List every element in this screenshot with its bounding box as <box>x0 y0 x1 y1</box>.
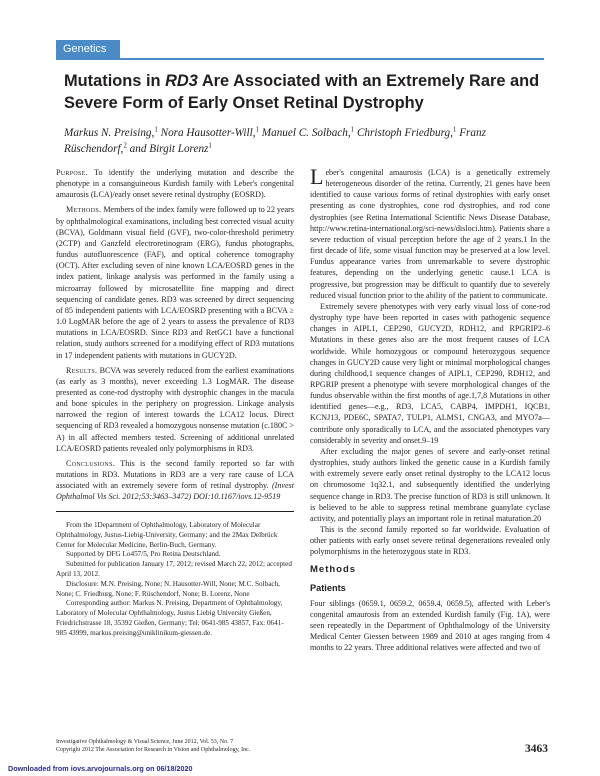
author-affiliation: 1 <box>154 125 158 134</box>
author-affiliation: 2 <box>123 141 127 150</box>
title-part2: Are Associated with an Extremely Rare and Severe Form of Early Onset Retinal Dystrophy <box>64 72 540 112</box>
author-name: Nora Hausotter-Will, <box>157 127 256 139</box>
patients-heading: Patients <box>310 582 346 593</box>
author-name: Christoph Friedburg, <box>354 127 453 139</box>
footnotes <box>56 511 294 639</box>
intro-paragraph-1 <box>310 164 550 301</box>
abstract-conclusions <box>56 458 294 503</box>
intro-paragraph-4: This is the second family reported so far worldwide. Evaluation of other patients with early onset severe retinal degenerations revealed only polymorphisms in the heterozygous state in RD3. <box>310 525 550 557</box>
header-rule <box>56 58 544 60</box>
methods-label: Methods. <box>66 205 102 215</box>
download-stamp[interactable]: Downloaded from iovs.arvojournals.org on 06/18/2020 <box>8 764 193 773</box>
purpose-label: Purpose. <box>56 168 88 177</box>
author-affiliation: 1 <box>452 125 457 134</box>
author-name: Franz Rüschendorf, <box>64 127 486 155</box>
abstract <box>56 167 294 503</box>
author-affiliation: 1 <box>255 125 259 134</box>
author-name: Manuel C. Solbach, <box>259 127 351 139</box>
conclusions-text: This is the second family reported so far with mutations in RD3. Mutations in RD3 are a very rare cause of LCA associated with an extremely severe form of retinal dystrophy. <box>56 458 294 491</box>
conclusions-label: Conclusions. <box>66 458 116 468</box>
intro-paragraph-3: After excluding the major genes of severe and early-onset retinal dystrophies, study authors linked the genetic cause in a Kurdish family with extremely severe early onset retinal dystrophy to the LCA12 locus on chromosome 1q32.1, and subsequently identified the underlying sequence change in RD3. The precise function of RD3 is still unknown. It is believed to be able to suppress retinal membrane guanylate cyclase activity, and potentially plays an important role in retinal maturation.20 <box>310 446 550 523</box>
abstract-methods <box>56 204 294 360</box>
methods-heading: Methods <box>310 564 357 576</box>
abstract-results <box>56 365 294 454</box>
author-name: Markus N. Preising, <box>64 127 155 139</box>
title-gene: RD3 <box>165 72 198 90</box>
intro-paragraph-2: Extremely severe phenotypes with very early visual loss of cone-rod dystrophy type have been reported in cases with pathogenic sequence changes in AIPL1, CEP290, GUCY2D, RDH12, and RPGRIP2–6 Mutations in these genes also are the most frequent causes of LCA worldwide. While homozygous or compound heterozygous sequence changes in GUCY2D cause very light or minimal morphological changes during childhood,1 sequence changes of AIPL1, CEP290, RDH12, and RPGRIP present a phenotype with severe morphological changes of the fundus observable within the first months of age.1,7,8 Mutations in other identified genes—e.g., RD3, LCA5, CABP4, IMPDH1, IQCB1, KCNJ13, PDE6C, SPATA7, TULP1, ALMS1, CNGA3, and MYO7a—contribute only sporadically to LCA, and the associated phenotypes vary considerably in severity and onset.9–19 <box>310 301 550 445</box>
copyright-line: Copyright 2012 The Association for Research in Vision and Ophthalmology, Inc. <box>56 747 251 753</box>
author-name: and Birgit Lorenz <box>126 143 209 155</box>
corresponding-note: Corresponding author: Markus N. Preising, Department of Ophthalmology, Laboratory of Molecular Ophthalmology, Justus Liebig University Gießen, Friedrichstrasse 18, 35392 Gießen, Germany; Tel: 0641-985 43857, Fax: 0641-985 43999, markus.preising@uniklinikum-giessen.de. <box>56 599 284 637</box>
results-label: Results. <box>66 365 98 375</box>
body-column <box>310 164 550 654</box>
support-note: Supported by DFG Lo457/5, Pro Retina Deutschland. <box>66 550 221 559</box>
drop-cap: L <box>310 164 324 189</box>
intro-p1-text: eber's congenital amaurosis (LCA) is a genetically extremely heterogeneous disorder of the retina. Currently, 21 genes have been identified to cause various forms of retinal dystrophies with early onset presenting as cone dystrophies, cone rod dystrophies, and rod cone dystrophies (see Retina International Scientific News Disease Database, http://www.retina-international.org/sci-news/disloci.htm). Patients share a severe reduction of visual perception before the age of 2 years.1 In the first decade of life, some visual function may be preserved at a low level. Fundus appearance varies from unremarkable to severe dystrophic features, depending on the underlying genetic cause.1 LCA is progressive, but progression may be difficult to quantify due to severely reduced visual function prior to the ability of the patient to communicate. <box>310 168 550 300</box>
methods-text: Members of the index family were followed up to 22 years by ophthalmological examinations, including best corrected visual acuity (BCVA), Goldmann visual field (GVF), two-color-threshold perimetry (2CTP) and Ganzfeld electroretinogram (ERG), fundus photographs, fundus autofluorescence (FAF), and optical coherence tomography (OCT). After excluding seven of nine known LCA/EOSRD genes in the index patient, linkage analysis was performed in the family using a microarray followed by microsatellite fine mapping and direct sequencing of candidate genes. RD3 was screened by direct sequencing of 85 independent patients with LCA/EOSRD presenting with a BCVA ≥ 1.0 LogMAR before the age of 2 years to assess the prevalence of RD3 mutations in LCA/EOSRD. Since RD3 and RetGC1 have a functional relation, study authors screened for a modifying effect of RD3 mutations in 17 independent patients with mutations in GUCY2D. <box>56 205 294 360</box>
section-tab: Genetics <box>56 40 120 58</box>
journal-footer <box>56 738 416 754</box>
methods-paragraph: Four siblings (0659.1, 0659.2, 0659.4, 0659.5), affected with Leber's congenital amaurosis from an extended Kurdish family (Fig. 1A), were seen repeatedly in the Department of Ophthalmology of the University Medical Center Giessen between 1989 and 2010 at ages ranging from 4 months to 22 years. Three additional relatives were affected and two of <box>310 598 550 653</box>
author-affiliation: 1 <box>208 141 212 150</box>
results-text: BCVA was severely reduced from the earliest examinations (as early as 3 months), never exceeding 1.3 LogMAR. The disease presented as cone-rod dystrophy with dystrophic changes in the macula and bone spicules in the periphery on progression. Linkage analysis narrowed the region of interest towards the LCA12 locus. Direct sequencing of RD3 revealed a homozygous nonsense mutation (c.180C > A) in all affected members tested. Screening of additional unrelated LCA/EOSRD patients revealed only polymorphisms in RD3. <box>56 365 294 453</box>
page-number: 3463 <box>525 743 548 755</box>
disclosure-note: Disclosure: M.N. Preising, None; N. Hausotter-Will, None; M.C. Solbach, None; C. Friedburg, None; F. Rüschendorf, None; B. Lorenz, None <box>56 579 280 598</box>
abstract-purpose <box>56 167 294 200</box>
title-part1: Mutations in <box>64 72 166 90</box>
submitted-note: Submitted for publication January 17, 2012; revised March 22, 2012; accepted April 13, 2012. <box>56 560 292 578</box>
journal-line: Investigative Ophthalmology & Visual Science, June 2012, Vol. 53, No. 7 <box>56 739 234 745</box>
purpose-text: To identify the underlying mutation and describe the phenotype in a consanguineous Kurdish family with Leber's congenital amaurosis (LCA)/early onset severe retinal dystrophy (EOSRD). <box>56 168 294 200</box>
affiliations-note: From the 1Department of Ophthalmology, Laboratory of Molecular Ophthalmology, Justus-Liebig-University, Germany; and the 2Max Delbrück Center for Molecular Medicine, Berlin-Buch, Germany. <box>56 521 278 549</box>
author-list <box>64 125 544 157</box>
author-affiliation: 1 <box>350 125 355 134</box>
citation: (Invest Ophthalmol Vis Sci. 2012;53:3463–3472) DOI:10.1167/iovs.12-9519 <box>56 481 295 502</box>
article-title <box>64 70 544 114</box>
